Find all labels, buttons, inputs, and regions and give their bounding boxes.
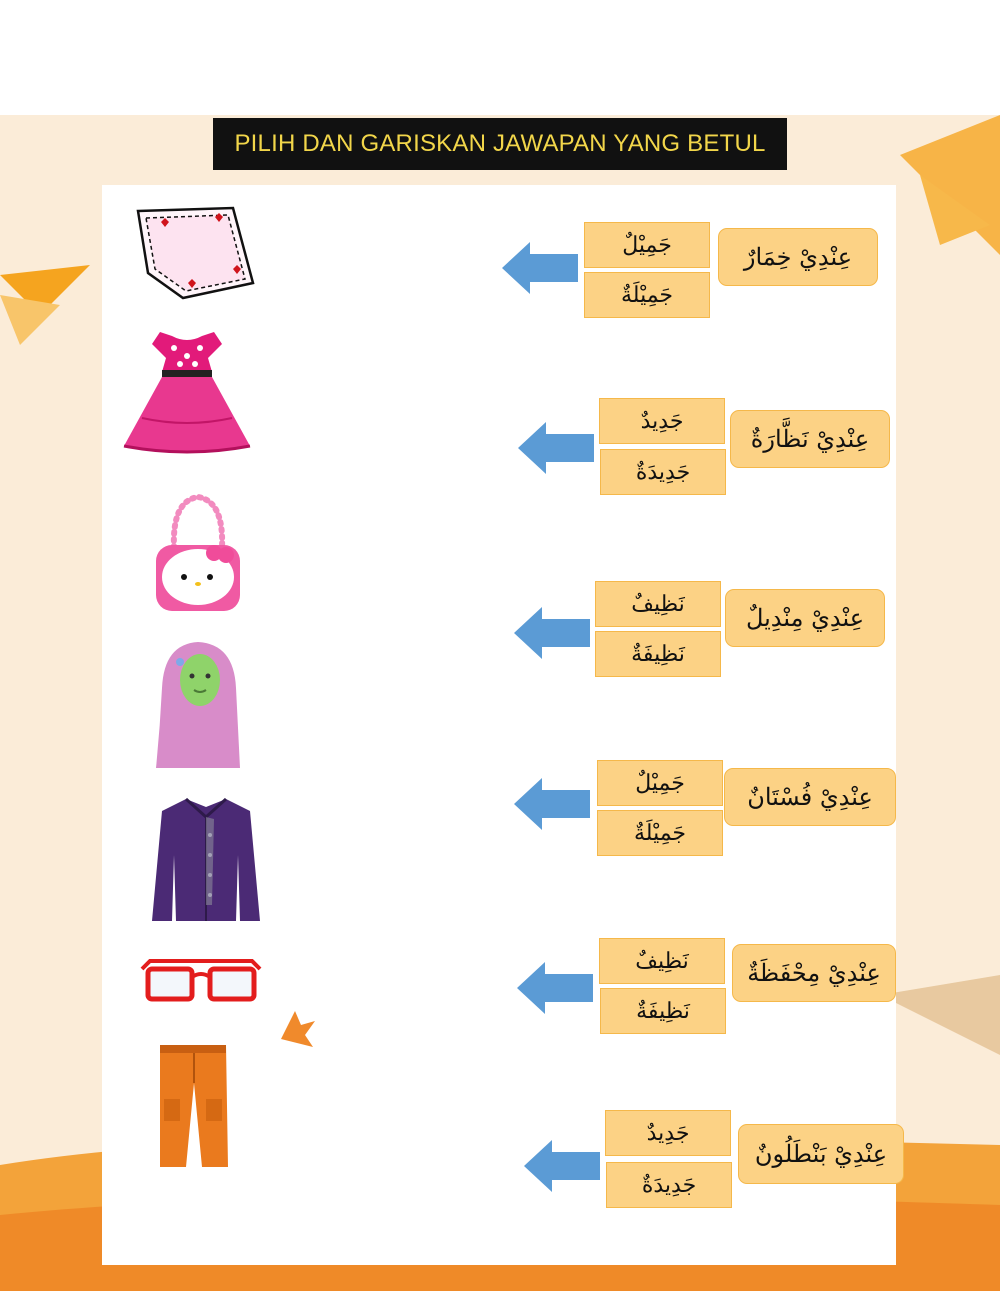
question-phrase: عِنْدِيْ خِمَارٌ: [718, 228, 878, 286]
left-arrow-icon: [512, 776, 592, 832]
answer-option[interactable]: نَظِيفَةٌ: [600, 988, 726, 1034]
answer-option[interactable]: جَدِيدَةٌ: [600, 449, 726, 495]
answer-option[interactable]: جَمِيْلٌ: [597, 760, 723, 806]
shirt-picture: [150, 795, 262, 923]
shirt-icon: [150, 795, 262, 923]
handbag-icon: [152, 493, 244, 618]
scarf-picture: [133, 203, 258, 303]
left-arrow-icon: [516, 420, 596, 476]
trousers-picture: [156, 1043, 230, 1169]
answer-option[interactable]: جَمِيْلٌ: [584, 222, 710, 268]
hijab-icon: [154, 638, 242, 770]
answer-option[interactable]: جَمِيْلَةٌ: [597, 810, 723, 856]
worksheet-title: PILIH DAN GARISKAN JAWAPAN YANG BETUL: [213, 118, 787, 170]
question-phrase: عِنْدِيْ مِنْدِيلٌ: [725, 589, 885, 647]
question-phrase: عِنْدِيْ بَنْطَلُونٌ: [738, 1124, 904, 1184]
question-phrase: عِنْدِيْ نَظَّارَةٌ: [730, 410, 890, 468]
answer-option[interactable]: نَظِيفٌ: [595, 581, 721, 627]
trousers-icon: [156, 1043, 230, 1169]
answer-option[interactable]: نَظِيفَةٌ: [595, 631, 721, 677]
answer-option[interactable]: جَدِيدَةٌ: [606, 1162, 732, 1208]
dress-icon: [122, 328, 252, 458]
question-phrase: عِنْدِيْ مِحْفَظَةٌ: [732, 944, 896, 1002]
hijab-picture: [154, 638, 242, 770]
dress-picture: [122, 328, 252, 458]
answer-option[interactable]: جَدِيدٌ: [605, 1110, 731, 1156]
leaf-icon: [275, 1005, 321, 1051]
scarf-icon: [133, 203, 258, 303]
left-arrow-icon: [512, 605, 592, 661]
answer-option[interactable]: نَظِيفٌ: [599, 938, 725, 984]
left-arrow-icon: [515, 960, 595, 1016]
handbag-picture: [152, 493, 244, 618]
left-arrow-icon: [522, 1138, 602, 1194]
glasses-picture: [140, 955, 262, 1007]
glasses-icon: [140, 955, 262, 1007]
answer-option[interactable]: جَمِيْلَةٌ: [584, 272, 710, 318]
question-phrase: عِنْدِيْ فُسْتَانٌ: [724, 768, 896, 826]
answer-option[interactable]: جَدِيدٌ: [599, 398, 725, 444]
left-arrow-icon: [500, 240, 580, 296]
